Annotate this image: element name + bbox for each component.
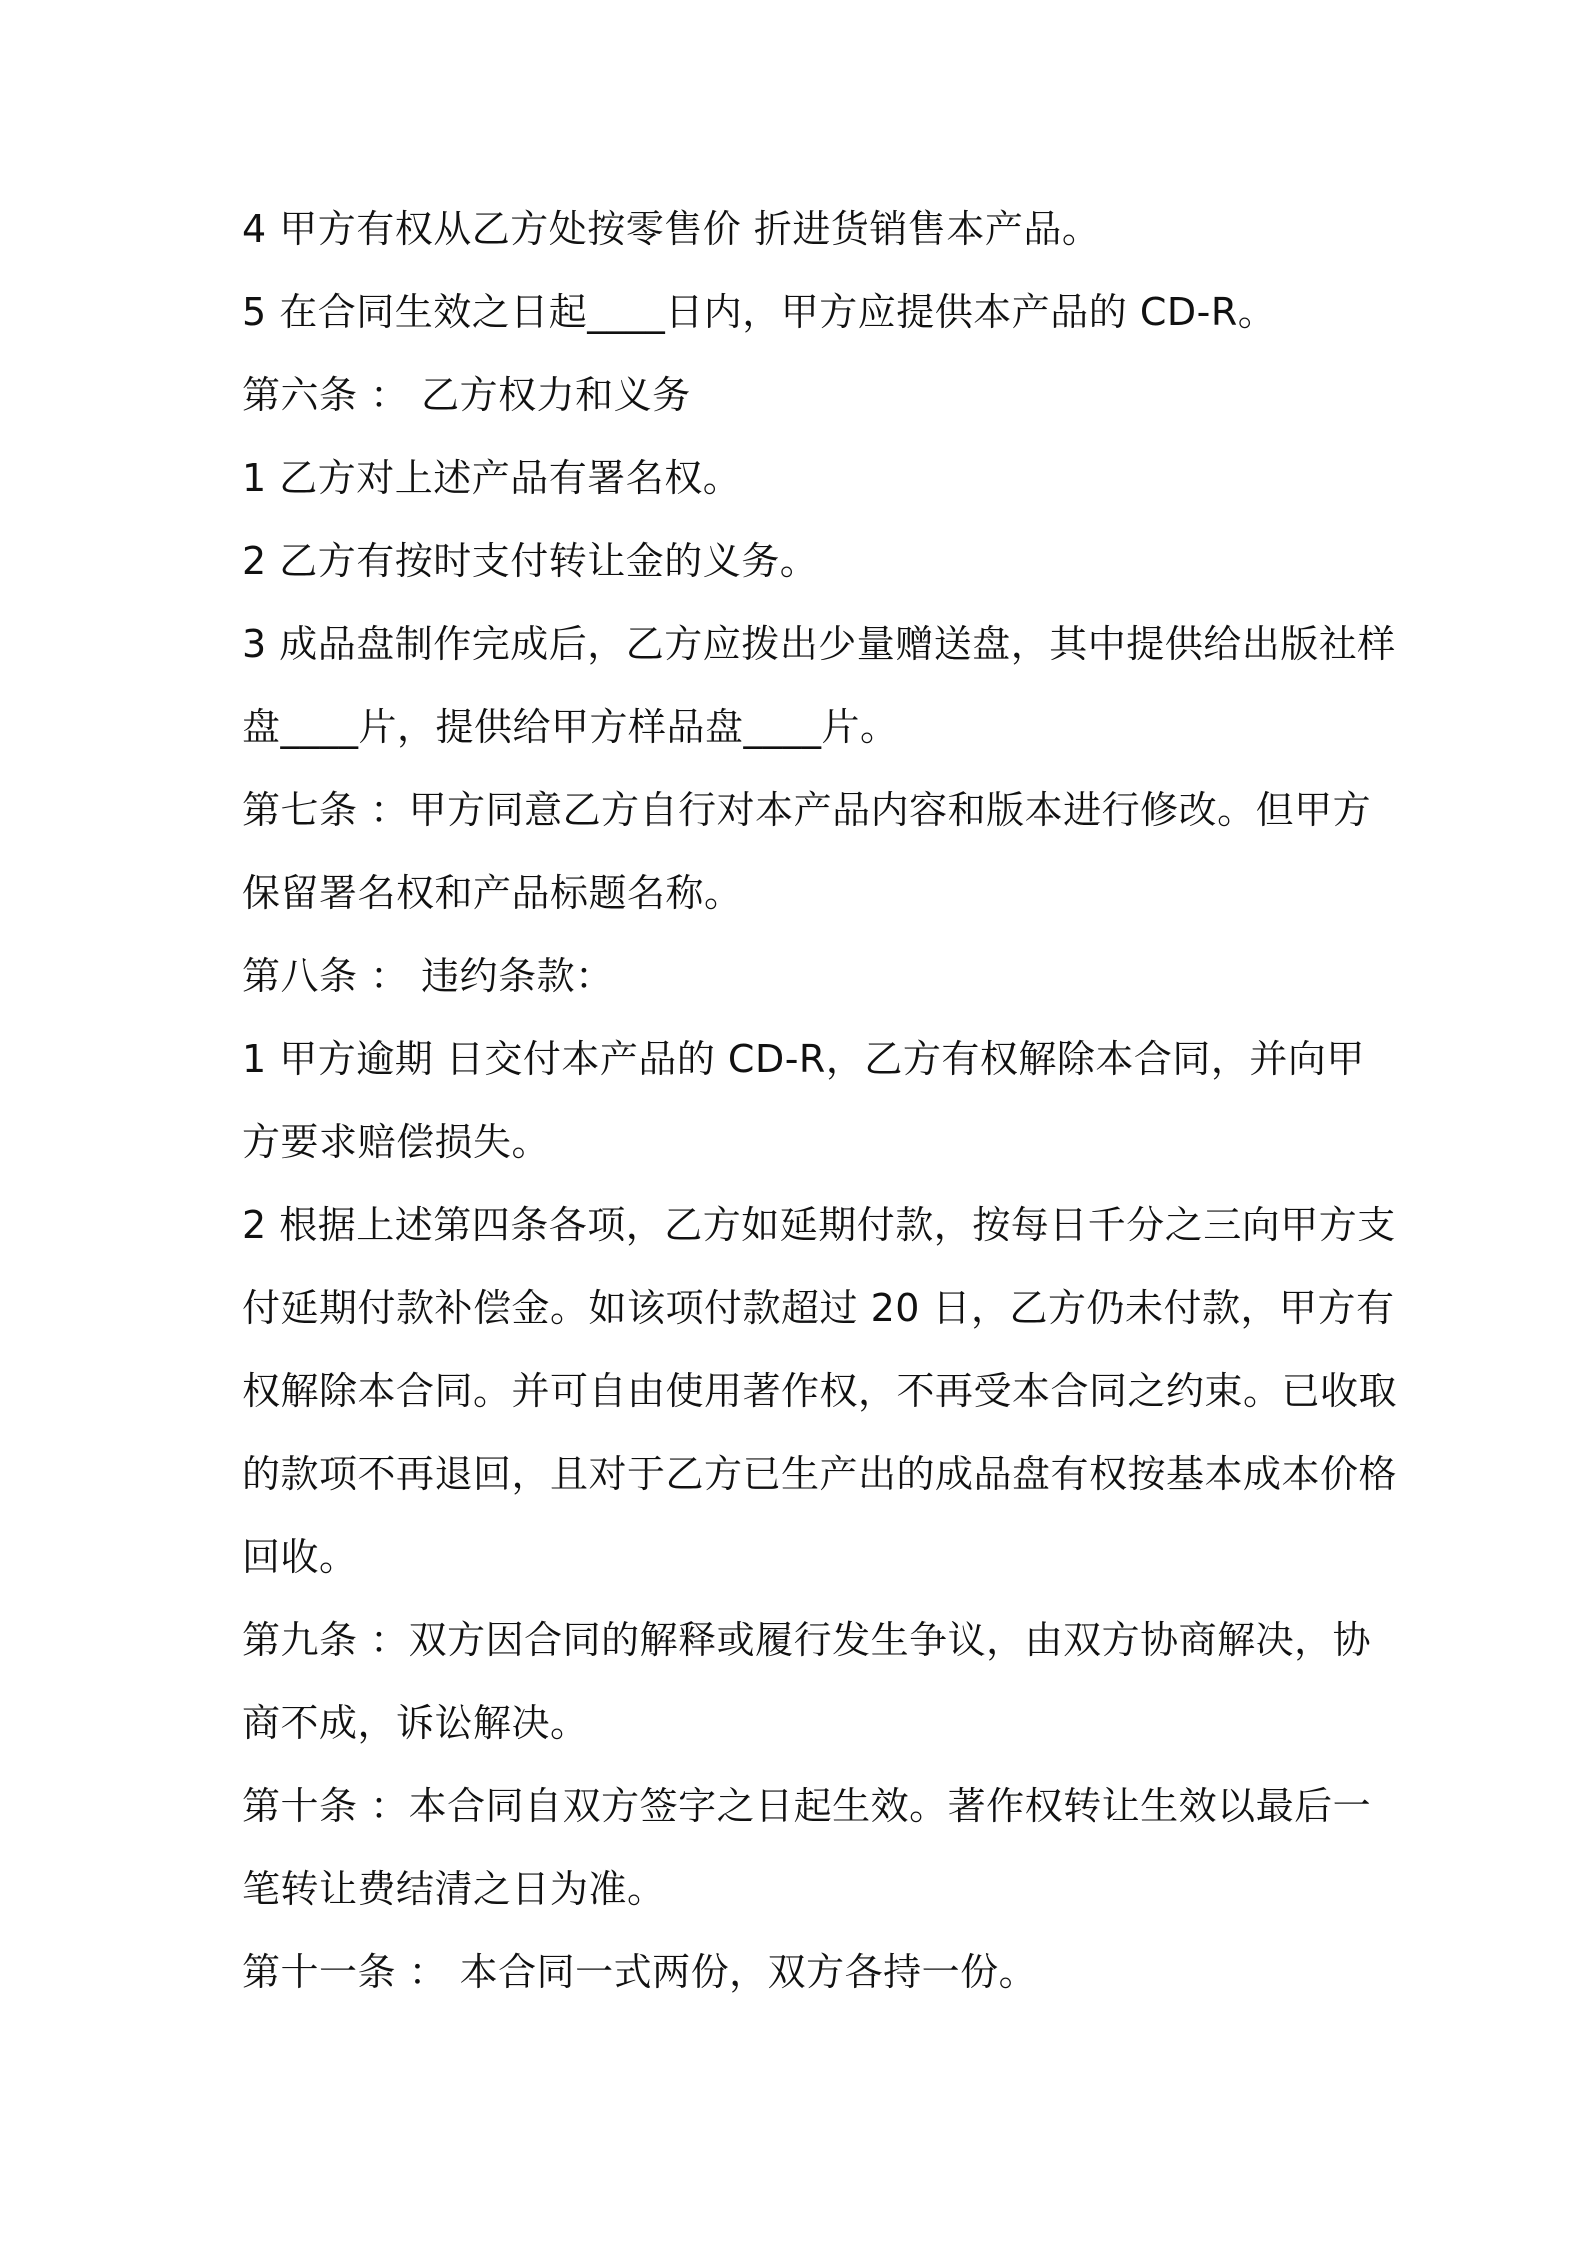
article-8-item-2-cont-3: 的款项不再退回，且对于乙方已生产出的成品盘有权按基本成本价格 xyxy=(242,1452,1398,1496)
article-10-cont: 笔转让费结清之日为准。 xyxy=(242,1867,666,1911)
article-9-cont: 商不成，诉讼解决。 xyxy=(242,1701,589,1745)
article-8-item-2-cont-1: 付延期付款补偿金。如该项付款超过 20 日，乙方仍未付款，甲方有 xyxy=(242,1286,1395,1330)
article-11: 第十一条 ： 本合同一式两份，双方各持一份。 xyxy=(242,1950,1038,1994)
article-8-item-2-cont-2: 权解除本合同。并可自由使用著作权，不再受本合同之约束。已收取 xyxy=(242,1369,1398,1413)
article-8-item-2-cont-4: 回收。 xyxy=(242,1535,358,1579)
article-6-item-3: 3 成品盘制作完成后，乙方应拨出少量赠送盘，其中提供给出版社样 xyxy=(242,622,1396,666)
article-6-heading: 第六条 ： 乙方权力和义务 xyxy=(242,373,691,417)
article-7-cont: 保留署名权和产品标题名称。 xyxy=(242,871,743,915)
article-6-item-3-cont: 盘____片，提供给甲方样品盘____片。 xyxy=(242,705,899,749)
article-6-item-2: 2 乙方有按时支付转让金的义务。 xyxy=(242,539,819,583)
article-8-item-2: 2 根据上述第四条各项，乙方如延期付款，按每日千分之三向甲方支 xyxy=(242,1203,1396,1247)
clause-5-item-4: 4 甲方有权从乙方处按零售价 折进货销售本产品。 xyxy=(242,207,1101,251)
article-9: 第九条 ：双方因合同的解释或履行发生争议，由双方协商解决，协 xyxy=(242,1618,1372,1662)
article-10: 第十条 ：本合同自双方签字之日起生效。著作权转让生效以最后一 xyxy=(242,1784,1372,1828)
article-8-item-1: 1 甲方逾期 日交付本产品的 CD-R，乙方有权解除本合同，并向甲 xyxy=(242,1037,1365,1081)
article-8-heading: 第八条 ： 违约条款： xyxy=(242,954,614,998)
clause-5-item-5: 5 在合同生效之日起____日内，甲方应提供本产品的 CD-R。 xyxy=(242,290,1277,334)
article-6-item-1: 1 乙方对上述产品有署名权。 xyxy=(242,456,742,500)
article-7: 第七条 ：甲方同意乙方自行对本产品内容和版本进行修改。但甲方 xyxy=(242,788,1372,832)
article-8-item-1-cont: 方要求赔偿损失。 xyxy=(242,1120,551,1164)
